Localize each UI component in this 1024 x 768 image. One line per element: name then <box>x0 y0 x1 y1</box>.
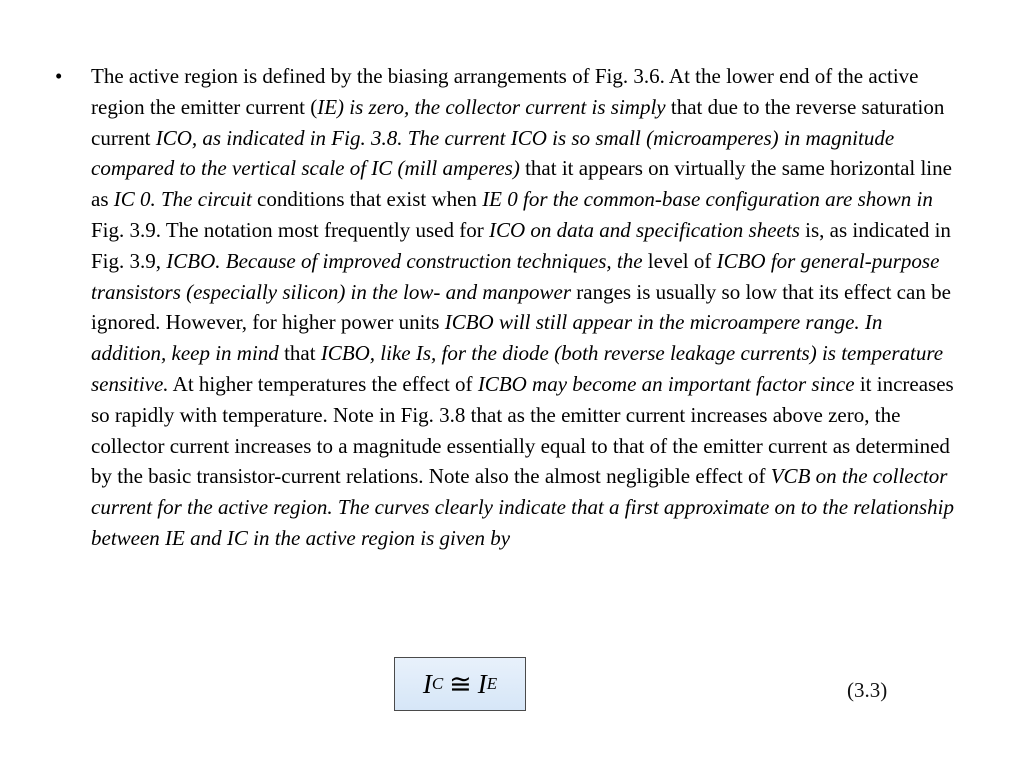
equation-lhs: I <box>422 668 432 699</box>
bullet-marker: • <box>55 64 63 88</box>
paragraph-italic-segment: ICBO. Because of improved construction techniques, the <box>166 248 643 273</box>
paragraph-italic-segment: IC 0. The circuit <box>113 187 252 212</box>
paragraph-segment: The active region is defined by the biasing arrangements of Fig. 3.6. At the lower end of the active region the emitter current ( <box>91 64 919 119</box>
paragraph-italic-segment: ICO on data and specification sheets <box>488 217 800 242</box>
paragraph-italic-segment: ICO, as indicated in Fig. 3.8. The current ICO is so small (microamperes) in magnitude compared to the vertical scale of IC (mill amperes) <box>91 125 895 181</box>
equation-rhs: I <box>477 668 487 699</box>
paragraph-italic-segment: IE) is zero, the collector current is simply <box>317 94 666 119</box>
paragraph-segment: it increases so rapidly with temperature. Note in Fig. 3.8 that as the emitter current increases above zero, the collector current increases to a magnitude essentially equal to that of the emitter current as determined by the basic transistor-current relations. Note also the almost negligible effect of <box>91 371 954 489</box>
paragraph-segment: that due to the reverse saturation current <box>91 94 945 150</box>
paragraph-segment: At higher temperatures the effect of <box>168 371 478 396</box>
paragraph-italic-segment: ICBO, like Is, for the diode (both reverse leakage currents) is temperature sensitive. <box>91 341 944 396</box>
paragraph-segment: that it appears on virtually the same horizontal line as <box>91 156 952 212</box>
paragraph-italic-segment: ICBO for general-purpose transistors (especially silicon) in the low- and manpower <box>91 248 940 304</box>
paragraph-italic-segment: ICBO will still appear in the microampere range. In addition, keep in mind <box>91 310 883 366</box>
paragraph-segment: is, as indicated in Fig. 3.9, <box>91 217 951 273</box>
paragraph-segment: conditions that exist when <box>251 187 483 212</box>
paragraph-italic-segment: IE 0 for the common-base configuration are shown in <box>482 187 933 212</box>
equation-relation: ≅ <box>449 668 472 699</box>
paragraph-segment: level of <box>642 248 717 273</box>
body-paragraph <box>91 61 959 554</box>
equation-number: (3.3) <box>847 678 888 702</box>
paragraph-segment: ranges is usually so low that its effect can be ignored. However, for higher power units <box>91 279 951 335</box>
paragraph-italic-segment: ICBO may become an important factor since <box>477 371 855 396</box>
equation-rhs-subscript: E <box>486 674 498 693</box>
equation-lhs-subscript: C <box>431 674 444 693</box>
paragraph-italic-segment: VCB on the collector current for the active region. The curves clearly indicate that a first approximate on to the relationship between IE and IC in the active region is given by <box>91 464 954 550</box>
equation-image <box>394 657 526 711</box>
paragraph-segment: that <box>278 341 321 366</box>
paragraph-segment: Fig. 3.9. The notation most frequently used for <box>91 217 489 242</box>
